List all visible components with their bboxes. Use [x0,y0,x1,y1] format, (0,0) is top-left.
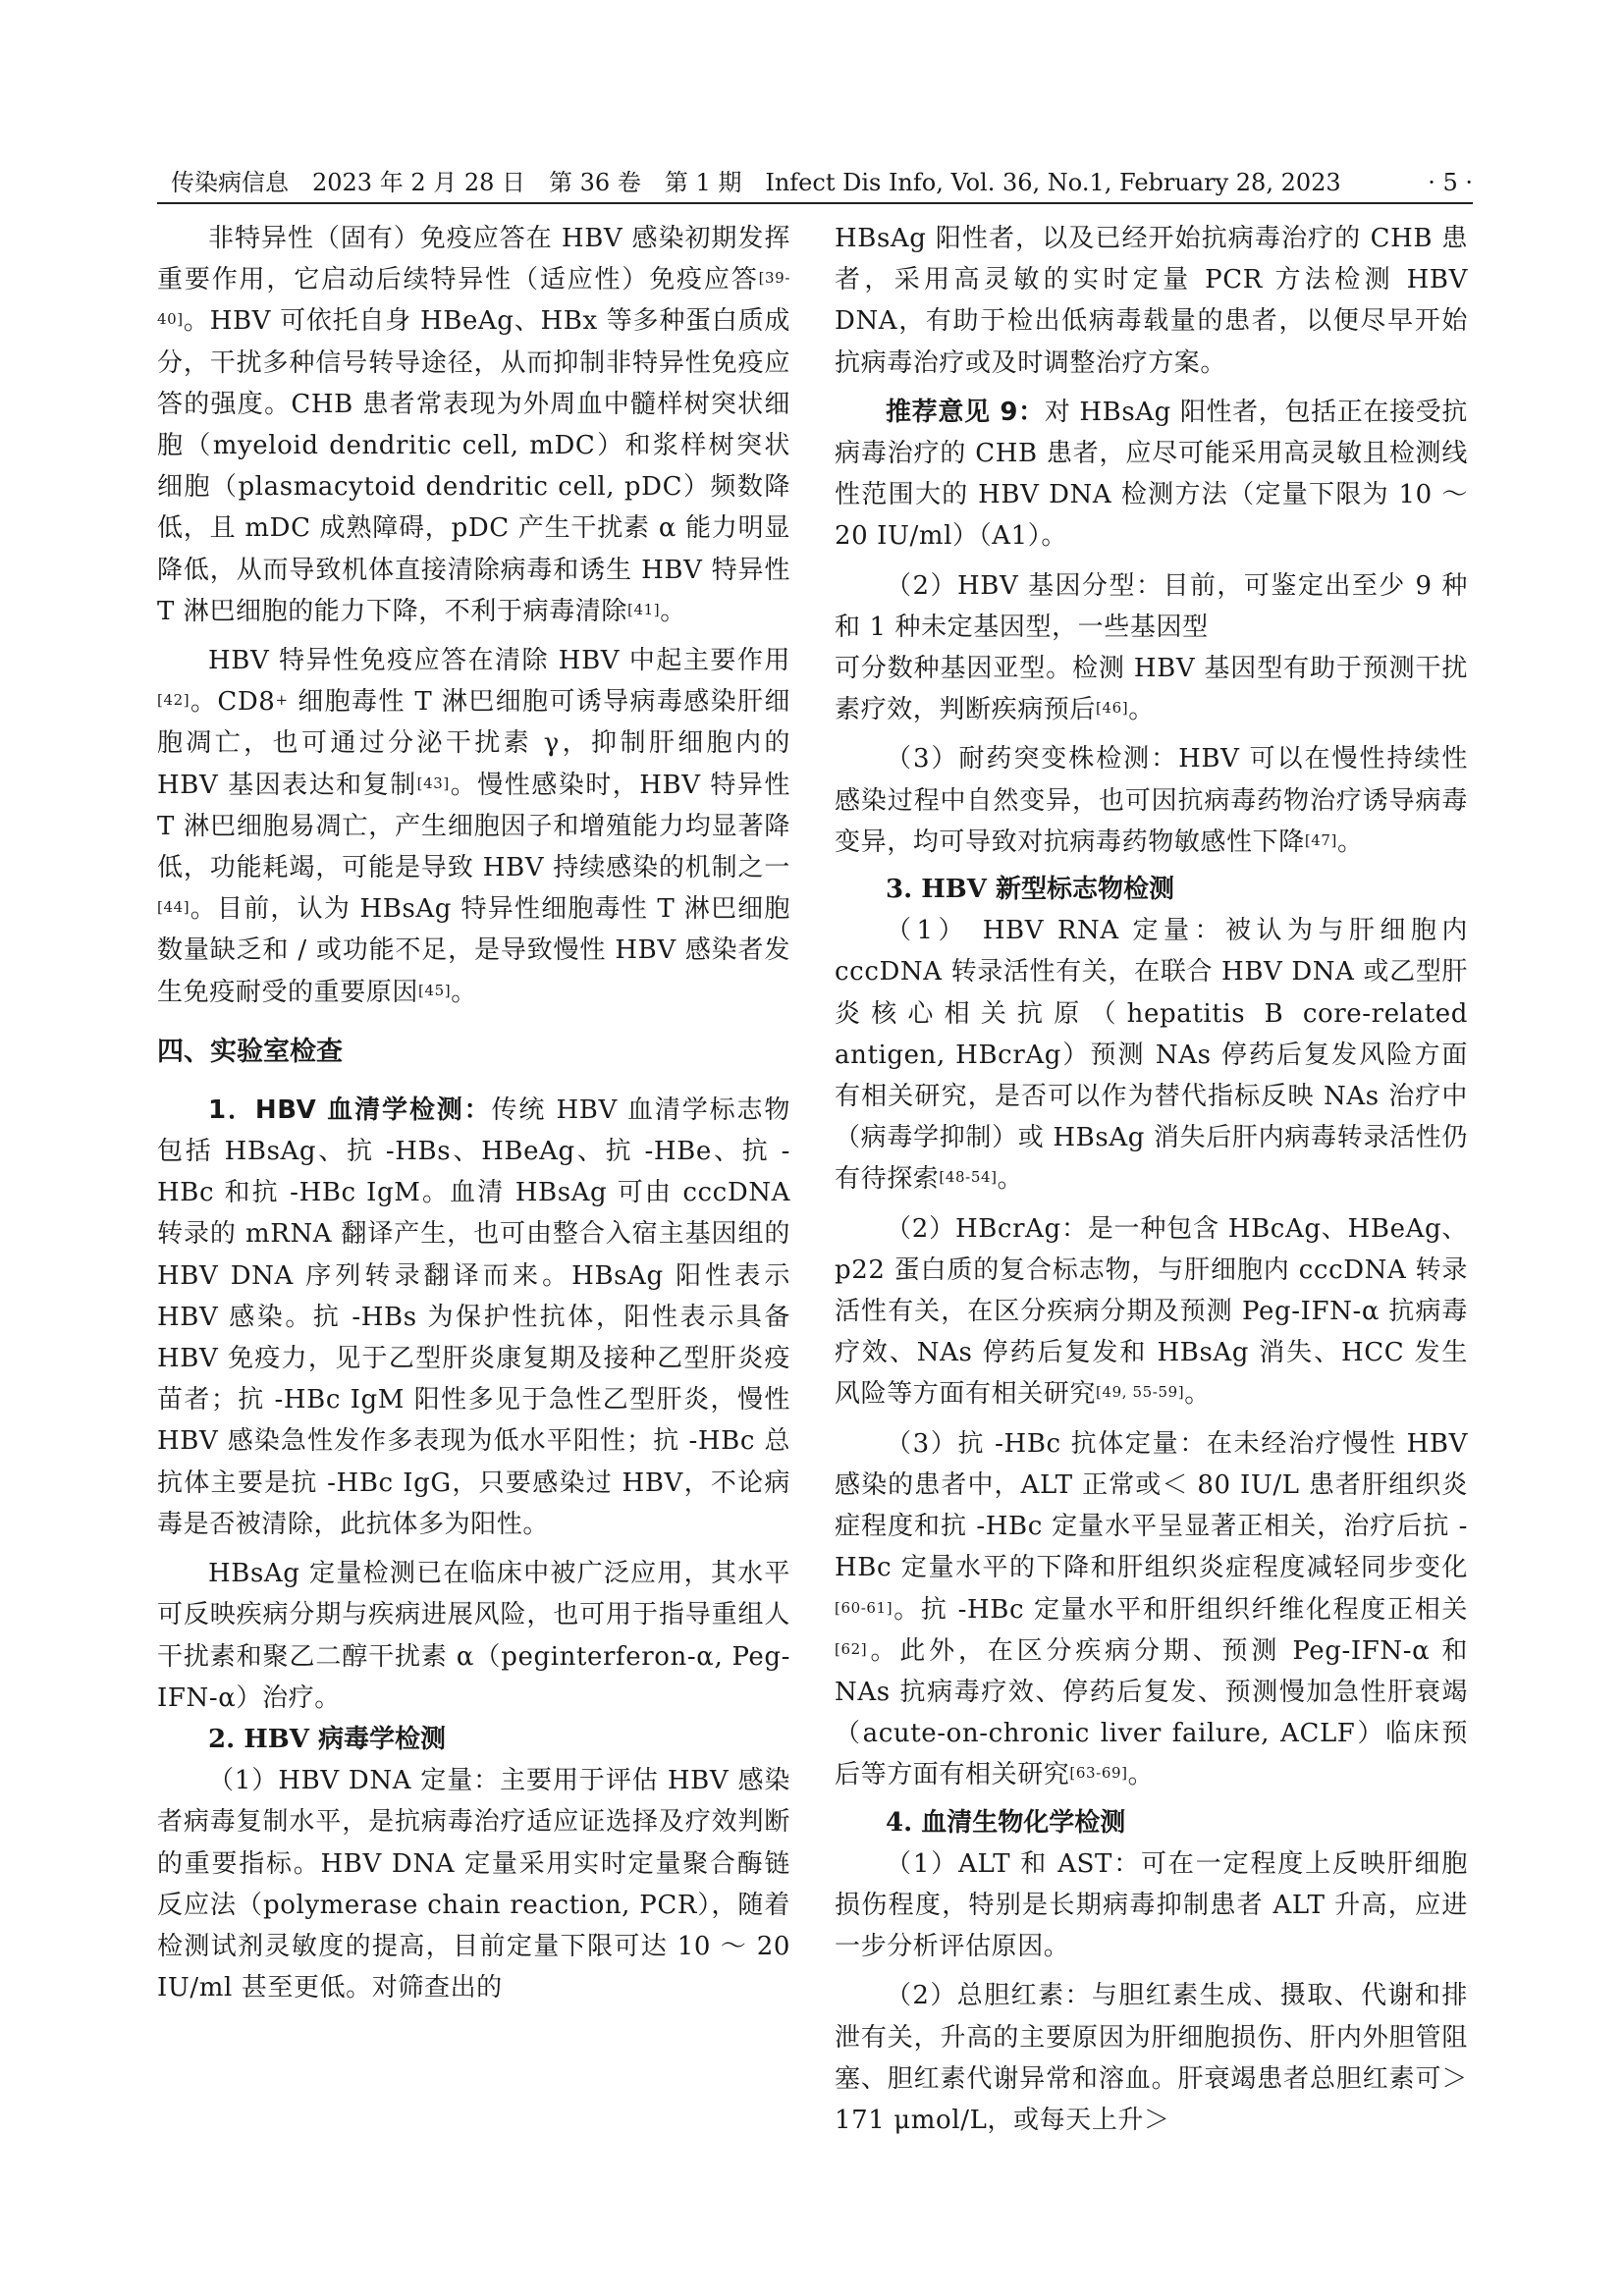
subsection-heading-new-markers: 3. HBV 新型标志物检测 [886,875,1174,905]
citation: [43] [416,774,450,792]
paragraph-hbv-dna: （1）HBV DNA 定量：主要用于评估 HBV 感染者病毒复制水平，是抗病毒治疗适应证选择及疗效判断的重要指标。HBV DNA 定量采用实时定量聚合酶链反应法（polymerase chain reaction, PCR），随着检测试剂灵敏度的提高，目前定量下限可达 10 ～ 20 IU/ml 甚至更低。对筛查出的 [157,1766,790,2003]
paragraph-serology: 1．HBV 血清学检测：传统 HBV 血清学标志物包括 HBsAg、抗 -HBs、HBeAg、抗 -HBe、抗 -HBc 和抗 -HBc IgM。血清 HBsAg 可由 cccDNA 转录的 mRNA 翻译产生，也可由整合入宿主基因组的 HBV DNA 序列转录翻译而来。HBsAg 阳性表示 HBV 感染。抗 -HBs 为保护性抗体，阳性表示具备 HBV 免疫力，见于乙型肝炎康复期及接种乙型肝炎疫苗者；抗 -HBc IgM 阳性多见于急性乙型肝炎，慢性 HBV 感染急性发作多表现为低水平阳性；抗 -HBc 总抗体主要是抗 -HBc IgG，只要感染过 HBV，不论病毒是否被清除，此抗体多为阳性。 [157,1095,790,1539]
citation: [62] [835,1639,868,1658]
paragraph-hbv-dna-cont: HBsAg 阳性者，以及已经开始抗病毒治疗的 CHB 患者，采用高灵敏的实时定量 PCR 方法检测 HBV DNA，有助于检出低病毒载量的患者，以便尽早开始抗病毒治疗或及时调整治疗方案。 [835,224,1468,378]
citation: [48-54] [939,1168,998,1187]
paragraph-genotyping: （2）HBV 基因分型：目前，可鉴定出至少 9 种和 1 种未定基因型，一些基因型 可分数种基因亚型。检测 HBV 基因型有助于预测干扰素疗效，判断疾病预后[46]。 [835,570,1468,725]
citation: [42] [157,691,190,710]
section-heading-lab-tests: 四、实验室检查 [157,1036,343,1067]
journal-citation: 传染病信息 2023 年 2 月 28 日 第 36 卷 第 1 期 Infect Dis Info, Vol. 36, No.1, February 28, 2023 [171,169,1341,196]
page-number: · 5 · [1428,169,1473,196]
paragraph-hbsag-quant: HBsAg 定量检测已在临床中被广泛应用，其水平可反映疾病分期与疾病进展风险，也可用于指导重组人干扰素和聚乙二醇干扰素 α（peginterferon-α, Peg-IFN-α）治疗。 [157,1559,790,1713]
citation: [41] [627,600,661,618]
running-header [157,165,1473,200]
paragraph-anti-hbc: （3）抗 -HBc 抗体定量：在未经治疗慢性 HBV 感染的患者中，ALT 正常或＜ 80 IU/L 患者肝组织炎症程度和抗 -HBc 定量水平呈显著正相关，治疗后抗 -HBc 定量水平的下降和肝组织炎症程度减轻同步变化[60-61]。抗 -HBc 定量水平和肝组织纤维化程度正相关[62]。此外，在区分疾病分期、预测 Peg-IFN-α 和 NAs 抗病毒疗效、停药后复发、预测慢加急性肝衰竭（acute-on-chronic liver failure, ACLF）临床预后等方面有相关研究[63-69]。 [835,1428,1468,1790]
paragraph-resistance: （3）耐药突变株检测：HBV 可以在慢性持续性感染过程中自然变异，也可因抗病毒药物治疗诱导病毒变异，均可导致对抗病毒药物敏感性下降[47]。 [835,744,1468,857]
superscript: + [275,691,289,710]
recommendation-9: 推荐意见 9：对 HBsAg 阳性者，包括正在接受抗病毒治疗的 CHB 患者，应尽可能采用高灵敏且检测线性范围大的 HBV DNA 检测方法（定量下限为 10 ～ 20 IU/ml）（A1）。 [835,397,1468,552]
paragraph-hbv-rna: （1） HBV RNA 定量：被认为与肝细胞内 cccDNA 转录活性有关，在联合 HBV DNA 或乙型肝炎核心相关抗原（hepatitis B core-related antigen, HBcrAg）预测 NAs 停药后复发风险方面有相关研究，是否可以作为替代指标反映 NAs 治疗中（病毒学抑制）或 HBsAg 消失后肝内病毒转录活性仍有待探索[48-54]。 [835,916,1468,1195]
citation: [44] [157,898,190,917]
paragraph-specific-immunity: HBV 特异性免疫应答在清除 HBV 中起主要作用[42]。CD8+ 细胞毒性 T 淋巴细胞可诱导病毒感染肝细胞凋亡，也可通过分泌干扰素 γ，抑制肝细胞内的 HBV 基因表达和复制[43]。慢性感染时，HBV 特异性 T 淋巴细胞易凋亡，产生细胞因子和增殖能力均显著降低，功能耗竭，可能是导致 HBV 持续感染的机制之一[44]。目前，认为 HBsAg 特异性细胞毒性 T 淋巴细胞数量缺乏和 / 或功能不足，是导致慢性 HBV 感染者发生免疫耐受的重要原因[45]。 [157,646,790,1007]
subsection-heading-virology: 2. HBV 病毒学检测 [208,1724,446,1754]
paragraph-innate-immunity: 非特异性（固有）免疫应答在 HBV 感染初期发挥重要作用，它启动后续特异性（适应性）免疫应答[39-40]。HBV 可依托自身 HBeAg、HBx 等多种蛋白质成分，干扰多种信号转导途径，从而抑制非特异性免疫应答的强度。CHB 患者常表现为外周血中髓样树突状细胞（myeloid dendritic cell, mDC）和浆样树突状细胞（plasmacytoid dendritic cell, pDC）频数降低，且 mDC 成熟障碍，pDC 产生干扰素 α 能力明显降低，从而导致机体直接清除病毒和诱生 HBV 特异性 T 淋巴细胞的能力下降，不利于病毒清除[41]。 [157,224,790,626]
header-rule [157,202,1473,204]
citation: [47] [1304,830,1338,849]
citation: [63-69] [1069,1764,1128,1783]
recommendation-title: 推荐意见 9： [886,397,1045,427]
paragraph-bilirubin: （2）总胆红素：与胆红素生成、摄取、代谢和排泄有关，升高的主要原因为肝细胞损伤、肝内外胆管阻塞、胆红素代谢异常和溶血。肝衰竭患者总胆红素可＞ 171 μmol/L，或每天上升＞ [835,1981,1468,2135]
citation: [45] [418,981,452,999]
paragraph-alt-ast: （1）ALT 和 AST：可在一定程度上反映肝细胞损伤程度，特别是长期病毒抑制患者 ALT 升高，应进一步分析评估原因。 [835,1848,1468,1962]
citation: [39-40] [157,269,790,329]
subsection-heading-biochemistry: 4. 血清生物化学检测 [886,1807,1126,1838]
paragraph-hbcrag: （2）HBcrAg：是一种包含 HBcAg、HBeAg、p22 蛋白质的复合标志物，与肝细胞内 cccDNA 转录活性有关，在区分疾病分期及预测 Peg-IFN-α 抗病毒疗效、NAs 停药后复发和 HBsAg 消失、HCC 发生风险等方面有相关研究[49, 55-59]。 [835,1213,1468,1410]
citation: [60-61] [835,1598,893,1617]
left-column [157,218,790,2008]
subsection-title: 1．HBV 血清学检测： [208,1095,492,1125]
right-column [835,218,1468,2141]
citation: [46] [1096,699,1129,718]
citation: [49, 55-59] [1096,1383,1185,1402]
